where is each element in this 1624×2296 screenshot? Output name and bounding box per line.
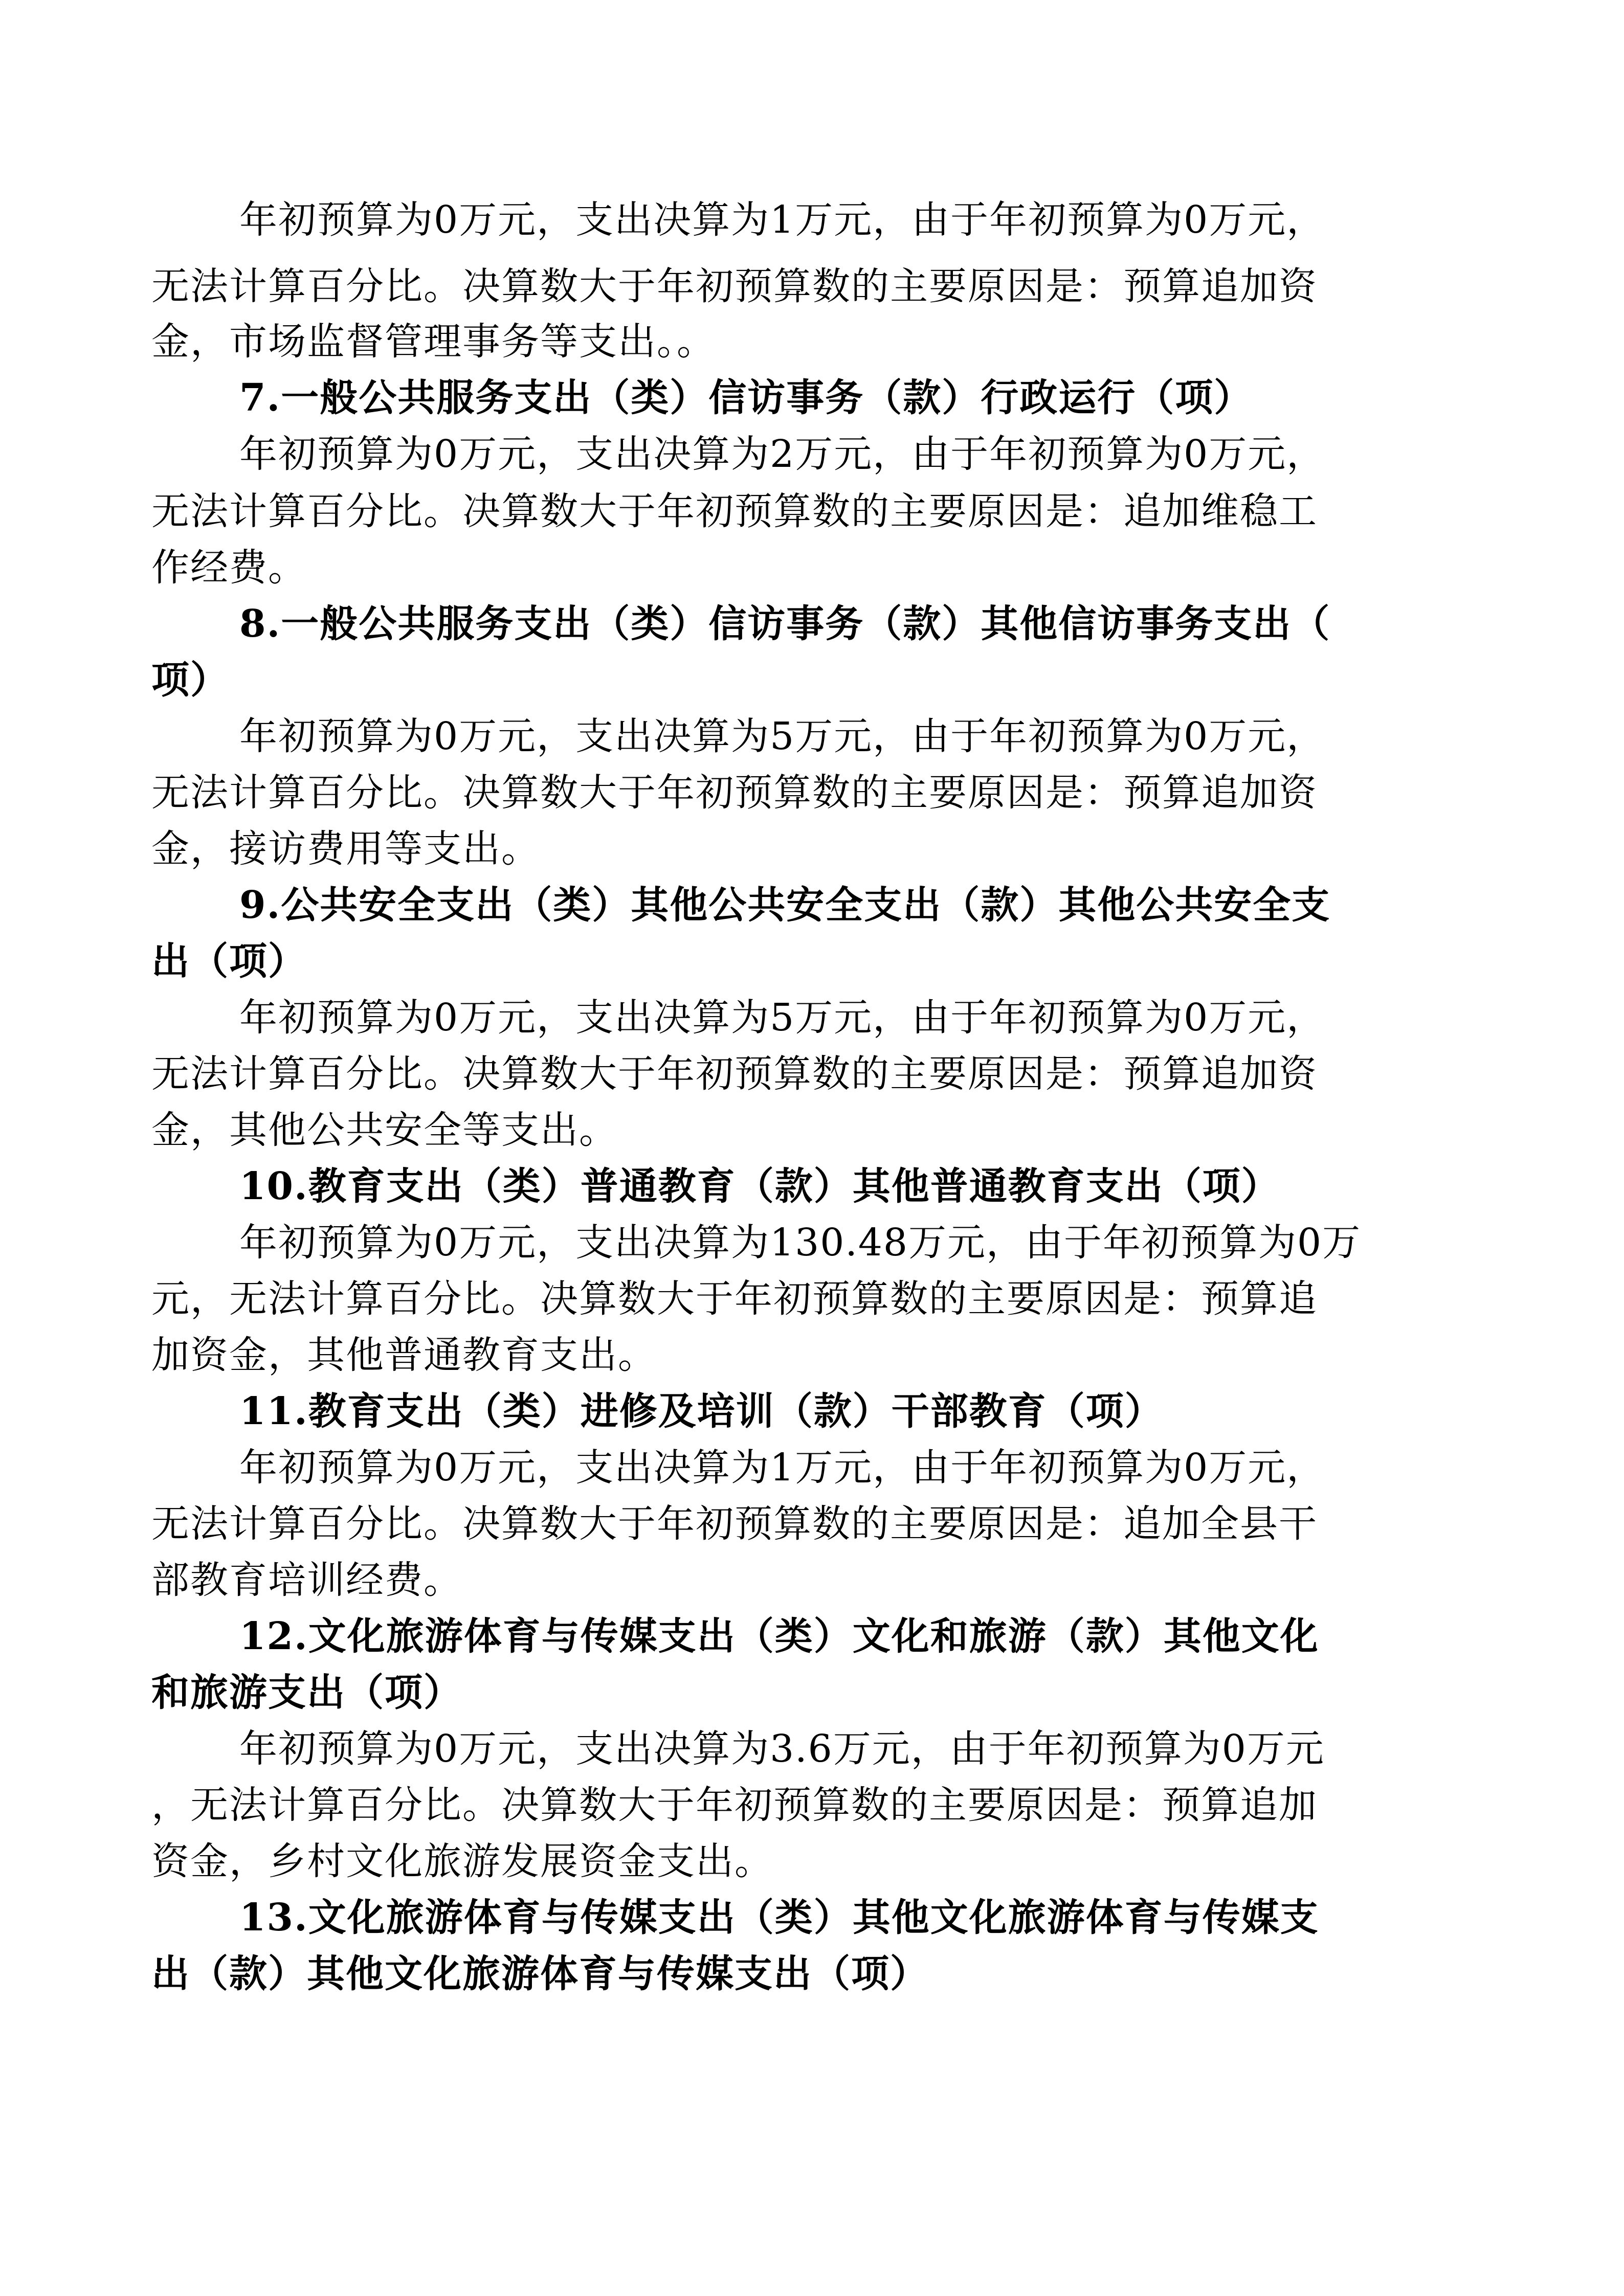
body-line: 金，接访费用等支出。 (151, 827, 540, 871)
section-heading-8-cont: 项） (151, 658, 229, 702)
body-line: 无法计算百分比。决算数大于年初预算数的主要原因是：预算追加资 (151, 1052, 1318, 1096)
body-line: 部教育培训经费。 (151, 1558, 462, 1602)
body-line: 加资金，其他普通教育支出。 (151, 1333, 657, 1377)
body-line: 金，其他公共安全等支出。 (151, 1108, 618, 1152)
body-line: 年初预算为0万元，支出决算为1万元，由于年初预算为0万元， (239, 198, 1326, 242)
section-heading-10: 10.教育支出（类）普通教育（款）其他普通教育支出（项） (239, 1164, 1280, 1208)
body-line: 无法计算百分比。决算数大于年初预算数的主要原因是：预算追加资 (151, 771, 1318, 815)
body-line: ，无法计算百分比。决算数大于年初预算数的主要原因是：预算追加 (151, 1783, 1318, 1827)
body-line: 无法计算百分比。决算数大于年初预算数的主要原因是：预算追加资 (151, 264, 1318, 308)
body-line: 资金，乡村文化旅游发展资金支出。 (151, 1839, 773, 1883)
body-line: 元，无法计算百分比。决算数大于年初预算数的主要原因是：预算追 (151, 1277, 1318, 1321)
section-heading-12-cont: 和旅游支出（项） (151, 1671, 462, 1715)
section-heading-13-cont: 出（款）其他文化旅游体育与传媒支出（项） (151, 1952, 929, 1996)
section-heading-12: 12.文化旅游体育与传媒支出（类）文化和旅游（款）其他文化 (239, 1614, 1319, 1658)
section-heading-9-cont: 出（项） (151, 939, 307, 983)
body-line: 年初预算为0万元，支出决算为2万元，由于年初预算为0万元， (239, 432, 1326, 476)
section-heading-7: 7.一般公共服务支出（类）信访事务（款）行政运行（项） (239, 376, 1253, 420)
body-line: 无法计算百分比。决算数大于年初预算数的主要原因是：追加全县干 (151, 1502, 1318, 1546)
section-heading-13: 13.文化旅游体育与传媒支出（类）其他文化旅游体育与传媒支 (239, 1896, 1319, 1940)
body-line: 年初预算为0万元，支出决算为5万元，由于年初预算为0万元， (239, 714, 1326, 758)
body-line: 金，市场监督管理事务等支出。。 (151, 320, 716, 364)
body-line: 年初预算为0万元，支出决算为130.48万元，由于年初预算为0万 (239, 1221, 1362, 1265)
section-heading-8: 8.一般公共服务支出（类）信访事务（款）其他信访事务支出（ (239, 602, 1331, 646)
section-heading-9: 9.公共安全支出（类）其他公共安全支出（款）其他公共安全支 (239, 883, 1331, 927)
section-heading-11: 11.教育支出（类）进修及培训（款）干部教育（项） (239, 1389, 1164, 1433)
body-line: 年初预算为0万元，支出决算为1万元，由于年初预算为0万元， (239, 1446, 1326, 1490)
body-line: 无法计算百分比。决算数大于年初预算数的主要原因是：追加维稳工 (151, 489, 1318, 533)
body-line: 作经费。 (151, 546, 307, 590)
body-line: 年初预算为0万元，支出决算为5万元，由于年初预算为0万元， (239, 996, 1326, 1040)
body-line: 年初预算为0万元，支出决算为3.6万元，由于年初预算为0万元 (239, 1727, 1325, 1771)
